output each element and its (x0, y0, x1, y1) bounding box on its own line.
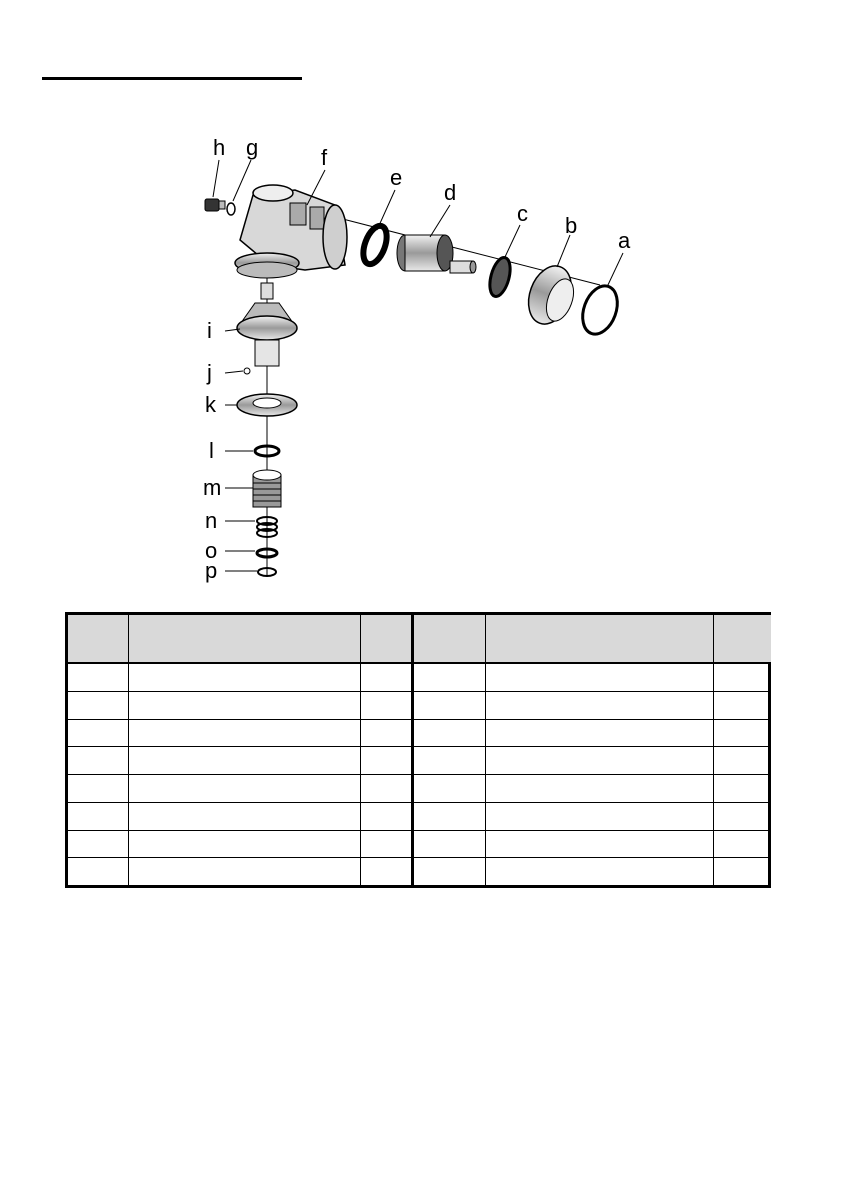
parts-table (65, 612, 771, 888)
table-cell (713, 858, 771, 885)
table-cell (412, 830, 485, 858)
table-cell (485, 747, 713, 775)
part-c-nut (486, 255, 514, 298)
table-cell (68, 691, 128, 719)
table-cell (360, 663, 412, 691)
table-cell (412, 775, 485, 803)
table-cell (713, 691, 771, 719)
callout-f: f (321, 145, 328, 170)
callout-j: j (207, 360, 212, 385)
table-cell (360, 719, 412, 747)
table-row (68, 802, 771, 830)
table-cell (128, 775, 360, 803)
table-row (68, 747, 771, 775)
table-cell (360, 830, 412, 858)
table-cell (128, 747, 360, 775)
part-d-bearing-shaft (397, 235, 476, 273)
table-cell (412, 719, 485, 747)
part-h-screw (205, 199, 225, 211)
table-cell (485, 858, 713, 885)
table-cell (360, 802, 412, 830)
table-cell (68, 663, 128, 691)
part-e-ring (359, 223, 391, 267)
table-row (68, 663, 771, 691)
table-cell (713, 663, 771, 691)
callout-i: i (207, 318, 212, 343)
table-cell (485, 719, 713, 747)
callout-h: h (213, 135, 226, 160)
table-cell (128, 663, 360, 691)
callout-g: g (246, 135, 259, 160)
table-cell (713, 719, 771, 747)
table-cell (68, 830, 128, 858)
table-cell (412, 802, 485, 830)
callout-b: b (565, 213, 578, 238)
table-cell (485, 802, 713, 830)
callout-d: d (444, 180, 457, 205)
table-cell (412, 691, 485, 719)
header-cell (412, 615, 485, 663)
parts-table-header-row (68, 615, 771, 663)
table-cell (485, 775, 713, 803)
part-f-gear-housing (235, 185, 347, 278)
part-i-bevel-gear (237, 283, 297, 366)
header-cell (128, 615, 360, 663)
table-cell (128, 802, 360, 830)
table-cell (485, 663, 713, 691)
table-cell (128, 691, 360, 719)
part-j-ball (244, 368, 250, 374)
exploded-view-diagram (195, 135, 635, 585)
table-cell (360, 691, 412, 719)
table-cell (412, 663, 485, 691)
part-b-union-nut (521, 260, 579, 330)
table-cell (412, 747, 485, 775)
table-cell (68, 802, 128, 830)
part-m-threaded-sleeve (253, 470, 281, 507)
table-cell (360, 858, 412, 885)
table-cell (68, 747, 128, 775)
callout-e: e (390, 165, 403, 190)
table-cell (485, 691, 713, 719)
table-cell (412, 858, 485, 885)
table-cell (713, 830, 771, 858)
callout-c: c (517, 201, 528, 226)
table-cell (360, 775, 412, 803)
header-cell (68, 615, 128, 663)
section-title-underline (42, 77, 302, 80)
header-cell (485, 615, 713, 663)
table-row (68, 691, 771, 719)
table-cell (713, 802, 771, 830)
table-row (68, 858, 771, 885)
header-cell (713, 615, 771, 663)
callout-n: n (205, 508, 218, 533)
part-g-washer (227, 203, 235, 215)
table-cell (485, 830, 713, 858)
callout-a: a (618, 228, 631, 253)
table-row (68, 719, 771, 747)
part-a-snap-ring (576, 281, 623, 339)
table-cell (360, 747, 412, 775)
callout-p: p (205, 558, 218, 583)
header-cell (360, 615, 412, 663)
callout-k: k (205, 392, 216, 417)
callout-l: l (209, 438, 214, 463)
table-cell (68, 775, 128, 803)
table-row (68, 775, 771, 803)
table-cell (128, 719, 360, 747)
callout-o: o (205, 538, 218, 563)
table-cell (68, 719, 128, 747)
table-row (68, 830, 771, 858)
table-cell (713, 775, 771, 803)
table-cell (128, 858, 360, 885)
callout-m: m (203, 475, 222, 500)
part-k-bearing (237, 394, 297, 416)
table-cell (128, 830, 360, 858)
table-cell (713, 747, 771, 775)
table-cell (68, 858, 128, 885)
